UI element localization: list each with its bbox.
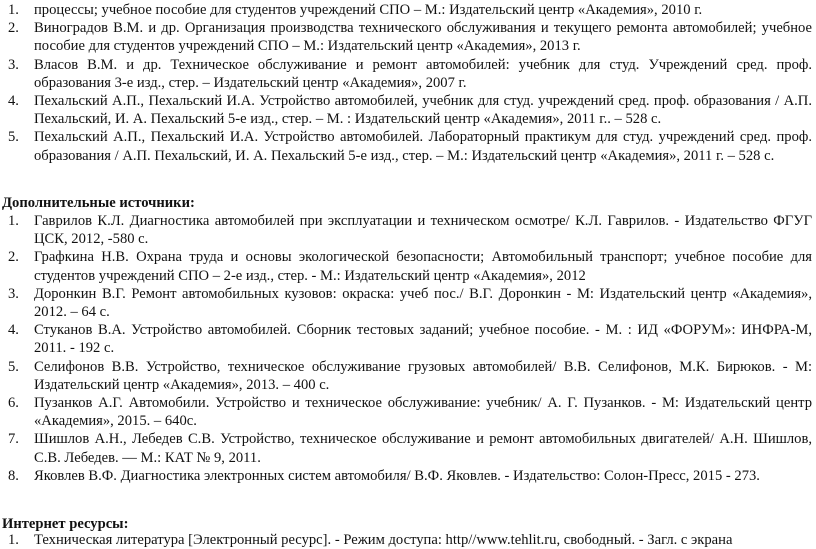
item-text: Пехальский А.П., Пехальский И.А. Устройство автомобилей, учебник для студ. учреждений сред. проф. образования / А.П. Пехальский, И. А. Пехальский 5-е изд., стер. – М. : Издательский центр «Академия», 2011 г.. – 528 с. <box>34 93 812 128</box>
item-text: процессы; учебное пособие для студентов учреждений СПО – М.: Издательский центр «Академия», 2010 г. <box>34 2 703 18</box>
list-item <box>0 19 816 55</box>
item-number: 1. <box>8 2 19 18</box>
item-text: Яковлев В.Ф. Диагностика электронных систем автомобиля/ В.Ф. Яковлев. - Издательство: Солон-Пресс, 2015 - 273. <box>34 467 760 484</box>
item-number: 2. <box>8 20 19 37</box>
item-number: 2. <box>8 249 19 266</box>
item-number: 5. <box>8 129 19 146</box>
list-item <box>0 56 816 92</box>
item-number: 3. <box>8 56 19 73</box>
item-text: Доронкин В.Г. Ремонт автомобильных кузовов: окраска: учеб пос./ В.Г. Доронкин - М: Издательский центр «Академия», 2012. – 64 с. <box>34 285 812 321</box>
item-text: Виноградов В.М. и др. Организация производства технического обслуживания и текущего ремонта автомобилей; учебное пособие для студентов учреждений СПО – М.: Издательский центр «Академия», 2013 г. <box>34 20 812 55</box>
item-text: Гаврилов К.Л. Диагностика автомобилей при эксплуатации и техническом осмотре/ К.Л. Гаврилов. - Издательство ФГУГ ЦСК, 2012, -580 с. <box>34 213 812 248</box>
item-text: Шишлов А.Н., Лебедев С.В. Устройство, техническое обслуживание и ремонт автомобильных двигателей/ А.Н. Шишлов, С.В. Лебедев. — М.: КАТ № 9, 2011. <box>34 431 812 466</box>
item-number: 7. <box>8 431 19 448</box>
list-item <box>0 92 816 128</box>
list-item <box>0 531 816 549</box>
list-item <box>0 321 816 357</box>
additional-sources-heading: Дополнительные источники: <box>2 195 195 211</box>
list-item <box>0 430 816 466</box>
internet-resources-heading: Интернет ресурсы: <box>2 516 129 532</box>
item-text: Власов В.М. и др. Техническое обслуживание и ремонт автомобилей: учебник для студ. Учреждений сред. проф. образования 3-е изд., стер. – Издательский центр «Академия», 2007 г. <box>34 56 812 91</box>
item-number: 5. <box>8 358 19 375</box>
item-number: 4. <box>8 93 19 110</box>
item-number: 8. <box>8 467 19 484</box>
list-item <box>0 394 816 430</box>
list-item <box>0 1 816 19</box>
item-text: Пузанков А.Г. Автомобили. Устройство и техническое обслуживание: учебник/ А. Г. Пузанков. - М: Издательский центр «Академия», 2015. – 640с. <box>34 395 812 430</box>
item-number: 1. <box>8 213 19 229</box>
item-number: 3. <box>8 285 19 302</box>
item-text: Техническая литература [Электронный ресурс]. - Режим доступа: http//www.tehlit.ru, свободный. - Загл. с экрана <box>34 532 733 548</box>
internet-resources-list <box>0 531 816 549</box>
item-number: 6. <box>8 395 19 412</box>
list-item <box>0 285 816 321</box>
item-text: Селифонов В.В. Устройство, техническое обслуживание грузовых автомобилей/ В.В. Селифонов, М.К. Бирюков. - М: Издательский центр «Академия», 2013. – 400 с. <box>34 358 812 393</box>
list-item <box>0 358 816 394</box>
list-item <box>0 248 816 284</box>
list-item <box>0 212 816 248</box>
main-sources-list <box>0 1 816 165</box>
item-text: Графкина Н.В. Охрана труда и основы экологической безопасности; Автомобильный транспорт; учебное пособие для студентов учреждений СПО – 2-е изд., стер. - М.: Издательский центр «Академия», 2012 <box>34 249 812 284</box>
item-number: 4. <box>8 322 19 339</box>
item-number: 1. <box>8 532 19 548</box>
list-item <box>0 128 816 164</box>
item-text: Стуканов В.А. Устройство автомобилей. Сборник тестовых заданий; учебное пособие. - М. : ИД «ФОРУМ»: ИНФРА-М, 2011. - 192 с. <box>34 322 812 357</box>
item-text: Пехальский А.П., Пехальский И.А. Устройство автомобилей. Лабораторный практикум для студ. учреждений сред. проф. образования / А.П. Пехальский, И. А. Пехальский 5-е изд., стер. – М.: Издательский центр «Академия», 2011 г. – 528 с. <box>34 129 812 164</box>
additional-sources-list <box>0 212 816 485</box>
list-item <box>0 467 816 485</box>
